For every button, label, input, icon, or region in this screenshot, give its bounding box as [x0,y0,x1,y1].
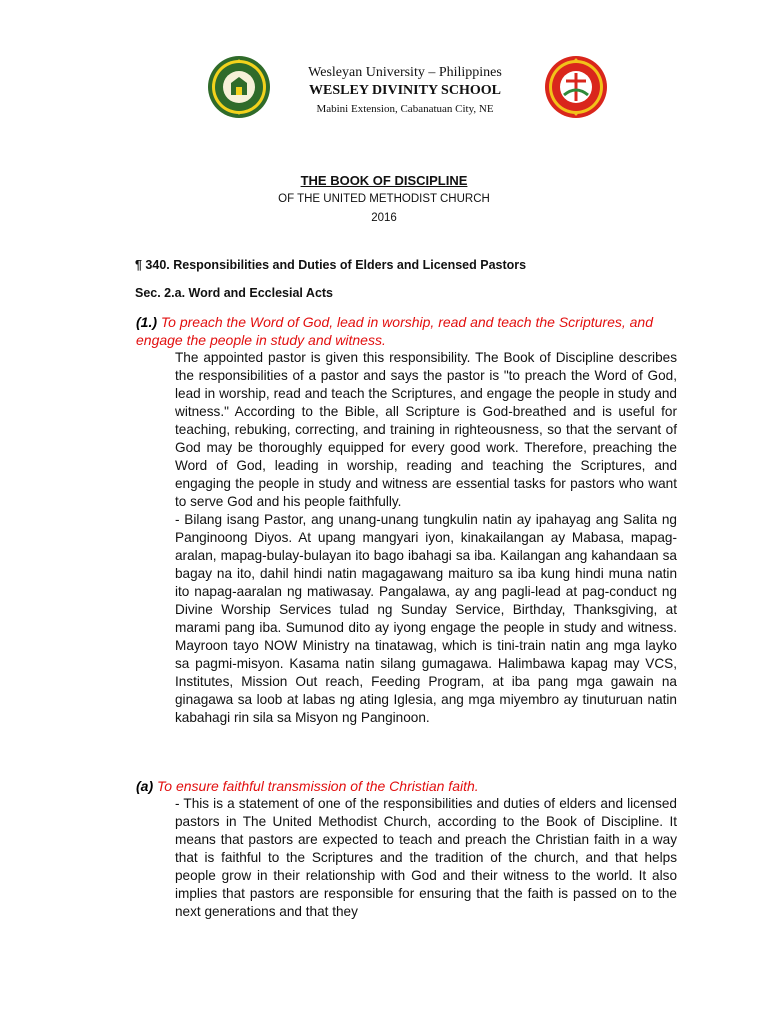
item-1-heading [136,313,676,349]
document-title-block [0,172,768,228]
item-a-body [175,795,677,921]
item-1-tagalog-paragraph: - Bilang isang Pastor, ang unang-unang tungkulin natin ay ipahayag ang Salita ng Panginoong Diyos. At upang mangyari iyon, kinakailangan ay Mabasa, mapag-aralan, mapag-bulay-bulayan ito bago ibahagi sa iba. Kailangan ang kahandaan sa bagay na ito, dahil hindi natin magagawang maituro sa iba kung hindi muna natin ito napag-aaralan ng matiwasay. Pangalawa, ay ang pagli-lead at pag-conduct ng Divine Worship Services tulad ng Sunday Service, Birthday, Thanksgiving, at marami pang iba. Sumunod dito ay iyong engage the people in study and witness. Mayroon tayo NOW Ministry na tinatawag, which is tini-train natin ang mga layko sa pagmi-misyon. Kasama natin silang gumagawa. Halimbawa kapag may VCS, Institutes, Mission Out reach, Feeding Program, at iba pang mga gawain na ginagawa sa loob at labas ng ating Iglesia, ang mga miyembro ay tinuturuan natin kabahagi rin sila sa Misyon ng Panginoon. [175,512,677,725]
university-seal-icon [207,55,271,119]
school-address: Mabini Extension, Cabanatuan City, NE [316,103,494,115]
item-a-heading [136,777,676,795]
item-1-heading-text: To preach the Word of God, lead in worship, read and teach the Scriptures, and engage the people in study and witness. [136,314,653,348]
item-a-marker: (a) [136,778,154,794]
item-a-paragraph: - This is a statement of one of the responsibilities and duties of elders and licensed pastors in The United Methodist Church, according to the Book of Discipline. It means that pastors are expected to teach and preach the Christian faith in a way that is faithful to the Scriptures and the tradition of the church, and that helps people grow in their relationship with God and their witness to the world. It also implies that pastors are responsible for ensuring that the faith is passed on to the next generations and that they [175,796,677,919]
divinity-school-seal-icon [544,55,608,119]
section-heading: Sec. 2.a. Word and Ecclesial Acts [135,286,334,300]
school-header [280,64,530,118]
item-a-heading-text: To ensure faithful transmission of the Christian faith. [157,778,479,794]
paragraph-heading: ¶ 340. Responsibilities and Duties of Elders and Licensed Pastors [135,258,527,272]
document-title: THE BOOK OF DISCIPLINE [300,173,468,188]
item-1-body [175,349,677,727]
document-subtitle: OF THE UNITED METHODIST CHURCH [278,193,490,205]
item-1-marker: (1.) [136,314,157,330]
university-name: Wesleyan University – Philippines [308,65,502,80]
school-name: WESLEY DIVINITY SCHOOL [309,83,501,98]
item-1-english-paragraph: The appointed pastor is given this responsibility. The Book of Discipline describes the responsibilities of a pastor and says the pastor is "to preach the Word of God, lead in worship, read and teach the Scriptures, and engage the people in study and witness." According to the Bible, all Scripture is God-breathed and is useful for teaching, rebuking, correcting, and training in righteousness, so that the servant of God may be thoroughly equipped for every good work. Therefore, preaching the Word of God, leading in worship, reading and teaching the Scriptures, and engaging the people in study and witness are essential tasks for pastors who want to serve God and his people faithfully. [175,350,677,509]
document-year: 2016 [371,212,397,224]
